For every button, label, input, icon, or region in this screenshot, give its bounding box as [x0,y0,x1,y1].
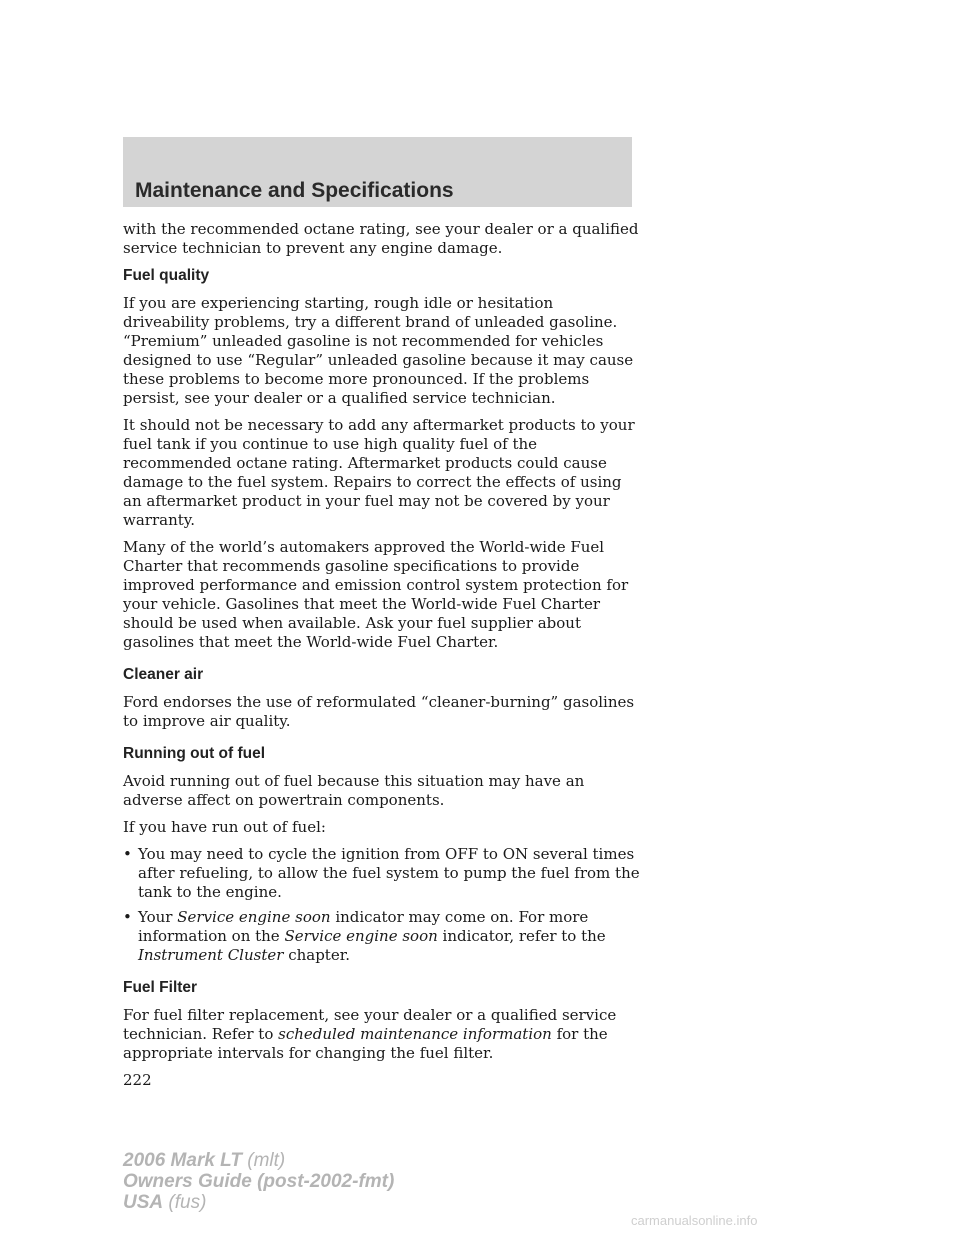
footer-market-code: (fus) [168,1192,207,1213]
footer-line-2 [123,1171,394,1192]
emphasis-text: Service engine soon [177,908,331,926]
footer-market: USA [123,1192,164,1213]
fuel-filter-paragraph [123,1006,643,1063]
cleaner-air-heading: Cleaner air [123,666,204,683]
bullet-text: chapter. [283,946,350,964]
emphasis-text: Service engine soon [284,927,438,945]
cleaner-air-paragraph: Ford endorses the use of reformulated “cleaner-burning” gasolines to improve air quality. [123,693,635,730]
emphasis-text: Instrument Cluster [138,946,284,964]
bullet-icon: • [123,908,132,926]
document-footer [123,1150,394,1213]
footer-line-3 [123,1192,394,1213]
fuel-quality-heading: Fuel quality [123,267,210,284]
page-number: 222 [123,1071,152,1089]
list-item [123,908,643,965]
body-text: for the appropriate intervals for changing the fuel filter. [123,1025,608,1062]
running-out-paragraph-2: If you have run out of fuel: [123,818,326,836]
list-item [123,845,643,902]
watermark: carmanualsonline.info [631,1213,758,1228]
bullet-text: You may need to cycle the ignition from OFF to ON several times after refueling, to allow the fuel system to pump the fuel from the tank to the engine. [138,845,640,901]
section-header-band [123,137,632,207]
bullet-text: indicator may come on. For more information on the [138,908,589,945]
fuel-quality-paragraph-2: It should not be necessary to add any aftermarket products to your fuel tank if you continue to use high quality fuel of the recommended octane rating. Aftermarket products could cause damage to the fuel system. Repairs to correct the effects of using an aftermarket product in your fuel may not be covered by your warranty. [123,416,635,529]
running-out-heading: Running out of fuel [123,745,266,762]
running-out-list [123,845,643,965]
bullet-text: Your [138,908,178,926]
page-content [123,220,643,1090]
section-title: Maintenance and Specifications [135,179,454,202]
emphasis-text: scheduled maintenance information [278,1025,552,1043]
footer-model-code: (mlt) [247,1150,286,1171]
fuel-quality-paragraph-3: Many of the world’s automakers approved the World-wide Fuel Charter that recommends gasoline specifications to provide improved performance and emission control system protection for your vehicle. Gasolines that meet the World-wide Fuel Charter should be used when available. Ask your fuel supplier about gasolines that meet the World-wide Fuel Charter. [123,538,629,651]
fuel-filter-heading: Fuel Filter [123,979,198,996]
footer-line-1 [123,1150,394,1171]
running-out-paragraph-1: Avoid running out of fuel because this situation may have an adverse affect on powertrain components. [123,772,585,809]
footer-guide-format: Owners Guide (post-2002-fmt) [123,1171,395,1192]
intro-paragraph: with the recommended octane rating, see your dealer or a qualified service technician to prevent any engine damage. [123,220,639,257]
fuel-quality-paragraph-1: If you are experiencing starting, rough idle or hesitation driveability problems, try a different brand of unleaded gasoline. “Premium” unleaded gasoline is not recommended for vehicles designed to use “Regular” unleaded gasoline because it may cause these problems to become more pronounced. If the problems persist, see your dealer or a qualified service technician. [123,294,634,407]
bullet-text: indicator, refer to the [437,927,606,945]
body-text: For fuel filter replacement, see your dealer or a qualified service technician. Refer to [123,1006,617,1043]
footer-model: 2006 Mark LT [123,1150,242,1171]
bullet-icon: • [123,845,132,863]
